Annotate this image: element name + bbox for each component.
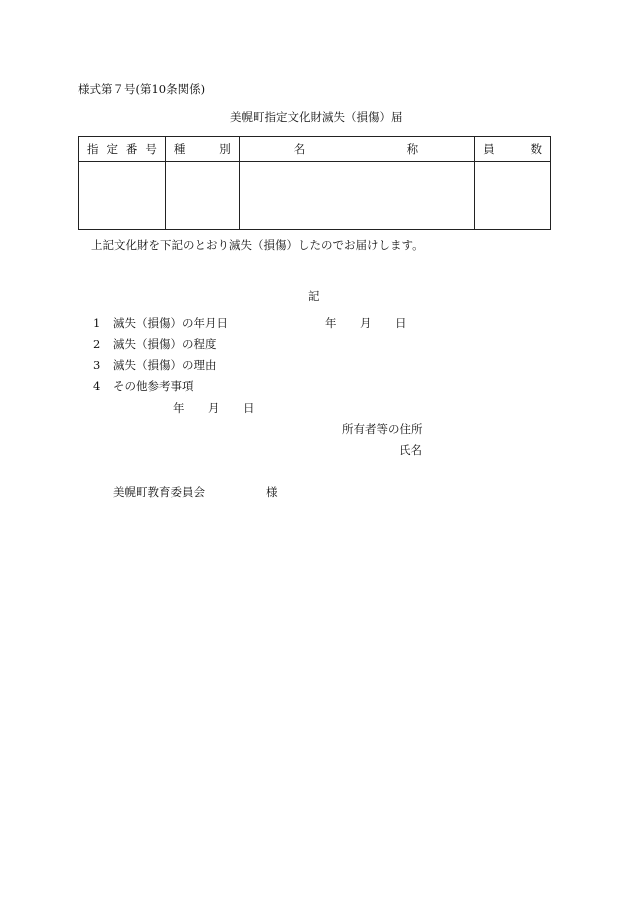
header-designation-number: 指 定 番 号 [79, 137, 166, 162]
cell-quantity[interactable] [475, 162, 551, 230]
registration-table [78, 136, 551, 230]
submission-date-day: 日 [243, 401, 255, 415]
cell-name[interactable] [239, 162, 474, 230]
submission-date-year: 年 [173, 401, 185, 415]
list-item-number: 2 [93, 337, 101, 351]
statement-text: 上記文化財を下記のとおり滅失（損傷）したのでお届けします。 [91, 238, 424, 252]
owner-address-label: 所有者等の住所 [342, 422, 423, 436]
list-item-number: 4 [93, 379, 101, 393]
list-item: その他参考事項 [113, 379, 194, 393]
list-item-number: 3 [93, 358, 101, 372]
date-month: 月 [360, 316, 372, 330]
cell-designation-number[interactable] [79, 162, 166, 230]
header-name: 名 称 [239, 137, 474, 162]
owner-name-label: 氏名 [399, 443, 422, 457]
honorific-sama: 様 [266, 485, 278, 499]
date-day: 日 [395, 316, 407, 330]
ki-heading: 記 [308, 289, 320, 303]
date-year: 年 [325, 316, 337, 330]
cell-type[interactable] [165, 162, 239, 230]
document-title: 美幌町指定文化財滅失（損傷）届 [230, 110, 403, 124]
submission-date-month: 月 [208, 401, 220, 415]
list-item: 滅失（損傷）の年月日 [113, 316, 228, 330]
form-number: 様式第７号(第10条関係) [78, 82, 206, 96]
addressee: 美幌町教育委員会 [113, 485, 205, 499]
header-type: 種 別 [165, 137, 239, 162]
table-row [79, 162, 551, 230]
table-header-row [79, 137, 551, 162]
list-item-number: 1 [93, 316, 101, 330]
list-item: 滅失（損傷）の理由 [113, 358, 217, 372]
list-item: 滅失（損傷）の程度 [113, 337, 217, 351]
header-quantity: 員 数 [475, 137, 551, 162]
